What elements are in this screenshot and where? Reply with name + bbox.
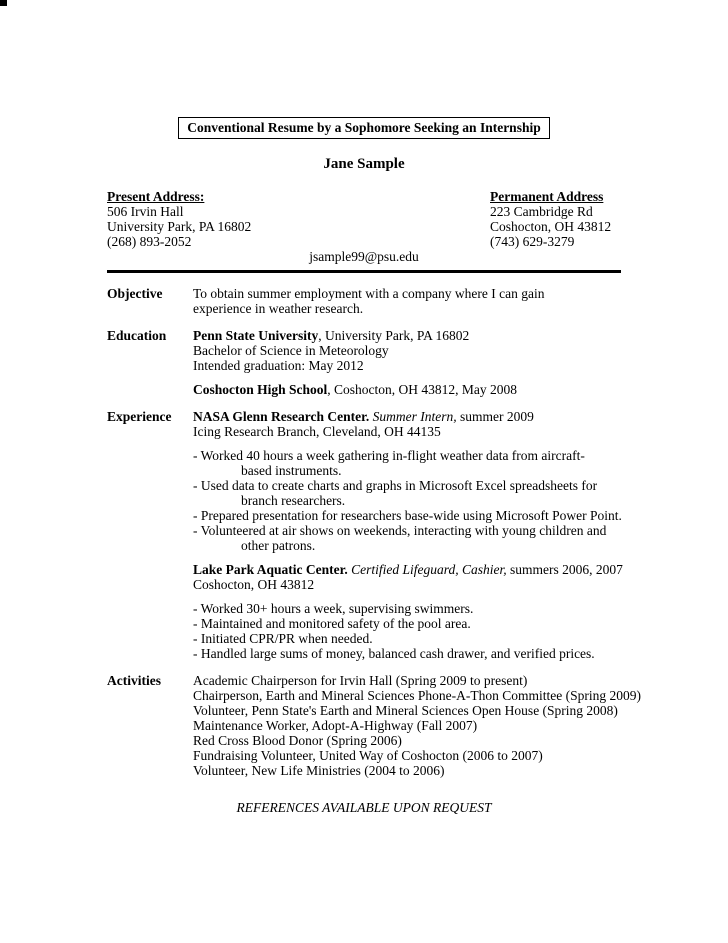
job-role: Summer Intern,	[372, 409, 457, 424]
employer-name: NASA Glenn Research Center.	[193, 409, 370, 424]
permanent-address-heading: Permanent Address	[490, 189, 604, 204]
activity-item: Fundraising Volunteer, United Way of Coshocton (2006 to 2007)	[193, 748, 543, 763]
objective-line: experience in weather research.	[193, 301, 364, 316]
education-degree-line: Bachelor of Science in Meteorology	[193, 343, 389, 358]
activity-item: Chairperson, Earth and Mineral Sciences Phone-A-Thon Committee (Spring 2009)	[193, 688, 642, 703]
references-note: REFERENCES AVAILABLE UPON REQUEST	[236, 800, 492, 815]
permanent-address-line: Coshocton, OH 43812	[490, 219, 612, 234]
highschool-name: Coshocton High School	[193, 382, 328, 397]
spacer	[193, 592, 621, 601]
education-highschool-heading	[193, 382, 621, 397]
job-bullet: - Handled large sums of money, balanced cash drawer, and verified prices.	[193, 646, 595, 661]
present-address-heading: Present Address:	[107, 189, 205, 204]
spacer	[193, 439, 621, 448]
job-dates: summer 2009	[456, 409, 534, 424]
job-location: Icing Research Branch, Cleveland, OH 44135	[193, 424, 441, 439]
education-graduation-line: Intended graduation: May 2012	[193, 358, 364, 373]
highschool-detail: , Coshocton, OH 43812, May 2008	[327, 382, 518, 397]
job-heading	[193, 409, 621, 424]
section-experience-body	[193, 409, 621, 661]
job-bullet-continuation: other patrons.	[241, 538, 316, 553]
section-education	[107, 328, 621, 397]
job-bullet-continuation: based instruments.	[241, 463, 342, 478]
activity-item: Volunteer, New Life Ministries (2004 to 2006)	[193, 763, 445, 778]
job-location: Coshocton, OH 43812	[193, 577, 315, 592]
section-objective-label: Objective	[107, 286, 163, 301]
activity-item: Volunteer, Penn State's Earth and Mineral Sciences Open House (Spring 2008)	[193, 703, 618, 718]
objective-line: To obtain summer employment with a company where I can gain	[193, 286, 545, 301]
section-experience	[107, 409, 621, 661]
job-bullet: - Prepared presentation for researchers base-wide using Microsoft Power Point.	[193, 508, 622, 523]
section-activities-body	[193, 673, 642, 778]
section-experience-label: Experience	[107, 409, 172, 424]
address-block	[107, 189, 621, 249]
activity-item: Red Cross Blood Donor (Spring 2006)	[193, 733, 402, 748]
employer-name: Lake Park Aquatic Center.	[193, 562, 348, 577]
job-role: Certified Lifeguard, Cashier,	[351, 562, 507, 577]
header-divider-rule	[107, 270, 621, 273]
spacer	[193, 553, 621, 562]
section-objective	[107, 286, 621, 316]
activity-item: Academic Chairperson for Irvin Hall (Spring 2009 to present)	[193, 673, 528, 688]
email-address: jsample99@psu.edu	[309, 249, 419, 264]
candidate-name: Jane Sample	[323, 156, 405, 172]
section-activities-label: Activities	[107, 673, 161, 688]
section-activities	[107, 673, 642, 778]
present-address-line: 506 Irvin Hall	[107, 204, 184, 219]
job-bullet: - Worked 40 hours a week gathering in-flight weather data from aircraft-	[193, 448, 585, 463]
activity-item: Maintenance Worker, Adopt-A-Highway (Fall 2007)	[193, 718, 478, 733]
present-address-phone: (268) 893-2052	[107, 234, 192, 249]
banner-title: Conventional Resume by a Sophomore Seeking an Internship	[178, 117, 549, 139]
job-bullet: - Maintained and monitored safety of the pool area.	[193, 616, 471, 631]
scan-corner-artifact	[0, 0, 7, 6]
job-bullet: - Initiated CPR/PR when needed.	[193, 631, 373, 646]
job-bullet: - Volunteered at air shows on weekends, interacting with young children and	[193, 523, 607, 538]
job-bullet: - Used data to create charts and graphs in Microsoft Excel spreadsheets for	[193, 478, 598, 493]
college-detail: , University Park, PA 16802	[318, 328, 470, 343]
permanent-address-phone: (743) 629-3279	[490, 234, 575, 249]
resume-content	[107, 0, 642, 815]
section-objective-body	[193, 286, 621, 316]
job-bullet-continuation: branch researchers.	[241, 493, 346, 508]
permanent-address-line: 223 Cambridge Rd	[490, 204, 593, 219]
resume-sections	[107, 286, 642, 778]
banner-row	[107, 117, 621, 139]
college-name: Penn State University	[193, 328, 319, 343]
education-college-heading	[193, 328, 621, 343]
spacer	[193, 373, 621, 382]
section-education-label: Education	[107, 328, 167, 343]
permanent-address	[490, 189, 611, 249]
present-address-line: University Park, PA 16802	[107, 219, 252, 234]
section-education-body	[193, 328, 621, 397]
job-dates: summers 2006, 2007	[506, 562, 623, 577]
job-heading	[193, 562, 621, 577]
job-bullet: - Worked 30+ hours a week, supervising swimmers.	[193, 601, 474, 616]
